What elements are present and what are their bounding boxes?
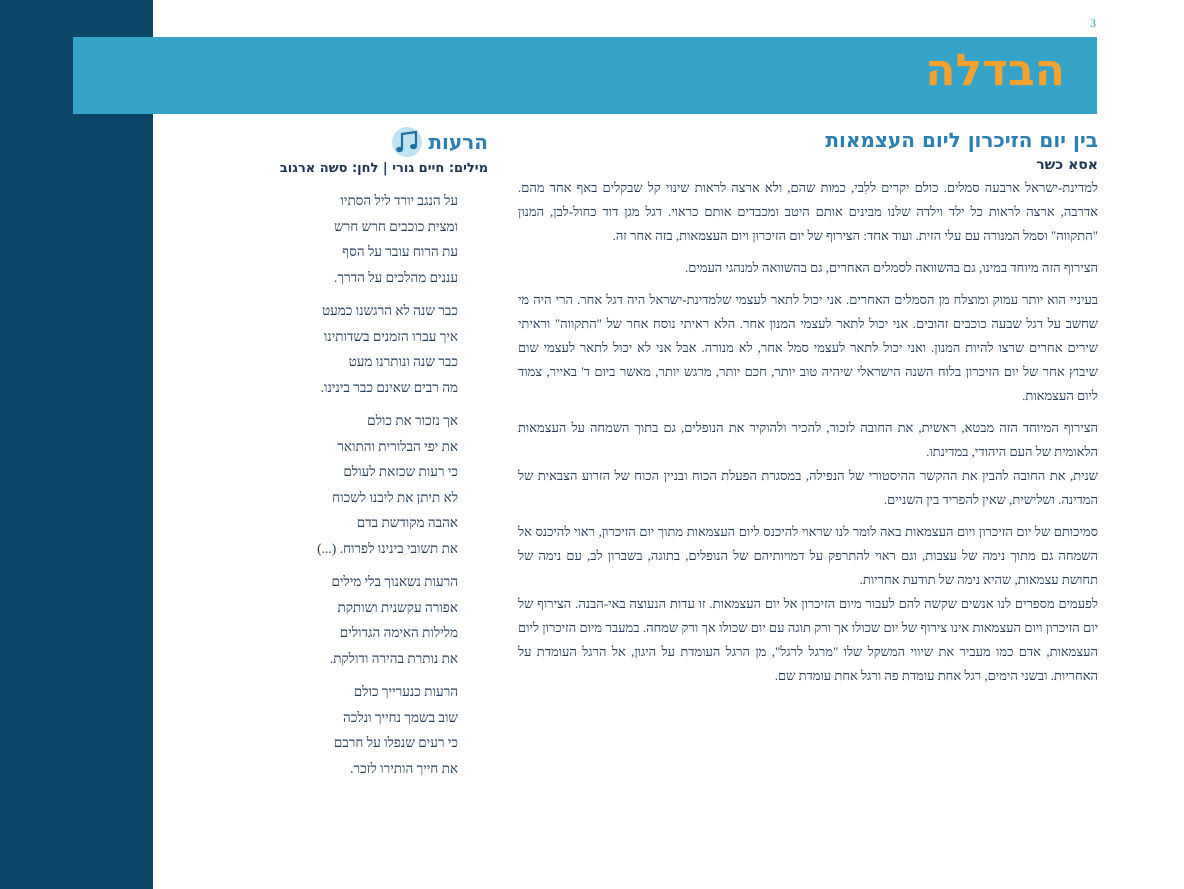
song-line: מלילות האימה הגדולים <box>339 625 458 640</box>
song-line: ומצית כוכבים חרש חרש <box>334 218 458 234</box>
article-column <box>518 126 1098 696</box>
song-line: את תשובי בינינו לפרוח. (...) <box>317 540 458 556</box>
song-line: הרעות נשאנוך בלי מילים <box>331 574 458 589</box>
song-line: עת הרוח עובר על הסף <box>342 244 458 259</box>
song-line: כבר שנה לא הרגשנו כמעט <box>321 303 458 318</box>
song-header <box>230 126 488 158</box>
header-banner <box>73 37 1097 114</box>
article-paragraph: לפעמים מספרים לנו אנשים שקשה להם לעבור מיום הזיכרון אל יום העצמאות. זו עדות הנעוצה באי-הבנה. הצירוף של יום הזיכרון ויום העצמאות אינו צירוף של יום שכולו אך ורק תוגה עם יום שכולו אך ורק שמחה. במעבר מיום הזיכרון ליום העצמאות, אדם כמו מעביר את שיווי המשקל שלו "מרגל לרגל", מן הרגל העומדת על היגון, אל הרגל העומדת על האחריות. ובשני הימים, רגל אחת עומדת פה ורגל אחת עומדת שם. <box>518 596 1098 683</box>
song-stanza <box>230 569 488 671</box>
page-number: 3 <box>1090 16 1096 30</box>
page-title: הבדלה <box>925 45 1065 96</box>
song-line: על הנגב יורד ליל הסתיו <box>340 193 458 208</box>
song-line: לא תיתן את ליבנו לשכוח <box>332 489 458 505</box>
song-line: עננים מהלכים על הדרך. <box>333 269 458 285</box>
article-paragraph: הצירוף המיוחד הזה מבטא, ראשית, את החובה לזכור, להכיר ולהוקיר את הנופלים, גם בתוך השמחה על העצמאות הלאומית של העם היהודי, במדינתו. <box>518 420 1098 459</box>
article-title: בין יום הזיכרון ליום העצמאות <box>825 128 1098 152</box>
song-line: את נותרת בהירה ודולקת. <box>329 650 458 666</box>
music-note-icon <box>390 126 424 158</box>
song-title: הרעות <box>428 130 488 154</box>
song-line: כי רעות שכזאת לעולם <box>343 464 458 479</box>
article-author: אסא כשר <box>1036 157 1098 173</box>
song-stanza <box>230 679 488 781</box>
song-line: איך עברו הזמנים בשדותינו <box>323 328 458 344</box>
song-stanza <box>230 188 488 290</box>
song-credit: מילים: חיים גורי | לחן: סשה ארגוב <box>279 161 488 176</box>
song-line: שוב בשמך נחייך ונלכה <box>343 709 458 725</box>
article-paragraph: בעיניי הוא יותר עמוק ומוצלח מן הסמלים האחרים. אני יכול לתאר לעצמי שלמדינת-ישראל היה דגל אחר. הרי היה מי שחשב על דגל שבעה כוכבים זהובים. אני יכול לתאר לעצמי המנון אחר. הלא ראיתי נוסח אחר של "התקווה" וראיתי שירים אחרים שרצו להיות המנון. ואני יכול לתאר לעצמי סמל אחר, לא מנורה. אבל אני לא יכול לתאר לעצמי שום שיבוץ אחר של יום הזיכרון בלוח השנה הישראלי שיהיה טוב יותר, חכם יותר, מרגש יותר, מאשר ביום ד' באייר, צמוד ליום העצמאות. <box>518 292 1098 403</box>
song-line: כבר שנה ונותרנו מעט <box>348 354 458 369</box>
song-line: אהבה מקודשת בדם <box>356 515 458 530</box>
song-line: את חייך הותירו לזכר. <box>350 760 458 776</box>
song-line: אפורה עקשנית ושותקת <box>337 599 458 615</box>
article-paragraph: שנית, את החובה להבין את ההקשר ההיסטורי של הנפילה, במסגרת הפעלת הכוח ובניין הכוח של הזרוע הצבאית של המדינה. ושלישית, שאין להפריד בין השניים. <box>518 468 1098 507</box>
song-stanza <box>230 408 488 561</box>
article-paragraph: סמיכותם של יום הזיכרון ויום העצמאות באה לומר לנו שראוי להיכנס ליום העצמאות מתוך יום הזיכרון, ראוי להיכנס אל השמחה גם מתוך נימה של עצבות, וגם ראוי להתרפק על דמויותיהם של הנופלים, בתוגה, בשברון לב, עם נימה של תחושת עצמאות, שהיא נימה של תודעת אחריות. <box>518 524 1098 587</box>
article-paragraph: הצירוף הזה מיוחד במינו, גם בהשוואה לסמלים האחרים, גם בהשוואה למנהגי העמים. <box>684 260 1098 275</box>
left-sidebar-bar <box>0 0 153 889</box>
song-line: אך נזכור את כולם <box>367 413 458 428</box>
song-line: את יפי הבלורית והתואר <box>337 438 458 454</box>
song-stanza <box>230 298 488 400</box>
song-line: כי רעים שנפלו על חרבם <box>333 735 458 750</box>
song-line: מה רבים שאינם כבר בינינו. <box>320 379 458 395</box>
song-column <box>230 126 488 789</box>
song-line: הרעות כנערייך כולם <box>353 684 458 699</box>
article-paragraph: למדינת-ישראל ארבעה סמלים. כולם יקרים ללִבי, כמות שהם, ולא ארצה לראות שינוי קל שבקלים באף אחד מהם. אדרבה, ארצה לראות כל ילד וילדה שלנו מבינים אותם היטב ומכבדים אותם כראוי. דגל מגן דוד כחול-לבן, המנון "התקווה" וסמל המנורה עם עלי הזית. ועוד אחד: הצירוף של יום הזיכרון ויום העצמאות, בזה אחר זה. <box>518 180 1098 243</box>
